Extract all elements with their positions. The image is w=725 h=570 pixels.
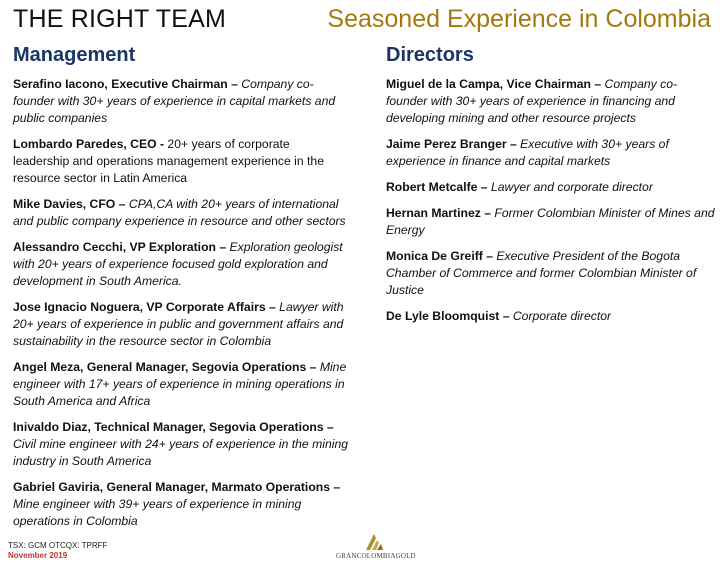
management-entry (13, 479, 348, 530)
management-entry (13, 419, 348, 470)
director-name: Hernan Martinez – (386, 206, 491, 220)
management-name: Angel Meza, General Manager, Segovia Operations – (13, 360, 317, 374)
management-description: CPA,CA with 20+ years of international and public company experience in resource and other sectors (13, 197, 346, 228)
director-description: Former Colombian Minister of Mines and Energy (386, 206, 715, 237)
director-entry (386, 136, 716, 170)
management-entry (13, 239, 348, 290)
director-name: Monica De Greiff – (386, 249, 494, 263)
director-entry (386, 308, 716, 325)
directors-list (386, 76, 716, 325)
management-description: Mine engineer with 17+ years of experience in mining operations in South America and Africa (13, 360, 347, 408)
management-heading: Management (13, 44, 136, 66)
management-name: Jose Ignacio Noguera, VP Corporate Affairs – (13, 300, 276, 314)
slide-subtitle: Seasoned Experience in Colombia (327, 5, 711, 33)
director-description: Lawyer and corporate director (487, 180, 653, 194)
management-description: Mine engineer with 39+ years of experience in mining operations in Colombia (13, 497, 302, 528)
management-column (13, 44, 348, 539)
management-description: Exploration geologist with 20+ years of experience focused gold exploration and development in South America. (13, 240, 343, 288)
director-entry (386, 179, 716, 196)
management-name: Mike Davies, CFO – (13, 197, 126, 211)
management-entry (13, 76, 348, 127)
director-name: Jaime Perez Branger – (386, 137, 517, 151)
director-entry (386, 205, 716, 239)
director-description: Corporate director (509, 309, 612, 323)
footer-info (8, 541, 107, 561)
director-entry (386, 76, 716, 127)
management-name: Lombardo Paredes, CEO - (13, 137, 165, 151)
management-name: Gabriel Gaviria, General Manager, Marmato Operations – (13, 480, 341, 494)
management-entry (13, 136, 348, 187)
management-list (13, 76, 348, 530)
management-description: 20+ years of corporate leadership and operations management experience in the resource sector in Latin America (13, 137, 324, 185)
directors-column (386, 44, 716, 334)
management-entry (13, 196, 348, 230)
logo-text: GRANCOLOMBIAGOLD (336, 552, 416, 560)
presentation-date: November 2019 (8, 551, 68, 560)
director-entry (386, 248, 716, 299)
management-description: Company co-founder with 30+ years of experience in capital markets and public companies (13, 77, 336, 125)
management-description: Civil mine engineer with 24+ years of experience in the mining industry in South America (13, 437, 348, 468)
director-description: Executive President of the Bogota Chamber of Commerce and former Colombian Minister of Justice (386, 249, 697, 297)
director-description: Executive with 30+ years of experience in finance and capital markets (386, 137, 669, 168)
management-entry (13, 299, 348, 350)
management-name: Alessandro Cecchi, VP Exploration – (13, 240, 227, 254)
directors-heading: Directors (386, 44, 474, 66)
director-name: Miguel de la Campa, Vice Chairman – (386, 77, 602, 91)
management-name: Serafino Iacono, Executive Chairman – (13, 77, 238, 91)
logo-mark-icon (362, 532, 386, 550)
company-logo (336, 532, 416, 562)
director-name: De Lyle Bloomquist – (386, 309, 510, 323)
slide-title: THE RIGHT TEAM (13, 5, 227, 33)
management-entry (13, 359, 348, 410)
ticker-symbols: TSX: GCM OTCQX: TPRFF (8, 541, 108, 550)
management-description: Lawyer with 20+ years of experience in public and government affairs and sustainability in the resource sector in Colombia (13, 300, 344, 348)
director-name: Robert Metcalfe – (386, 180, 488, 194)
director-description: Company co-founder with 30+ years of experience in financing and developing mining and other resource projects (386, 77, 678, 125)
management-name: Inivaldo Diaz, Technical Manager, Segovia Operations – (13, 420, 334, 434)
